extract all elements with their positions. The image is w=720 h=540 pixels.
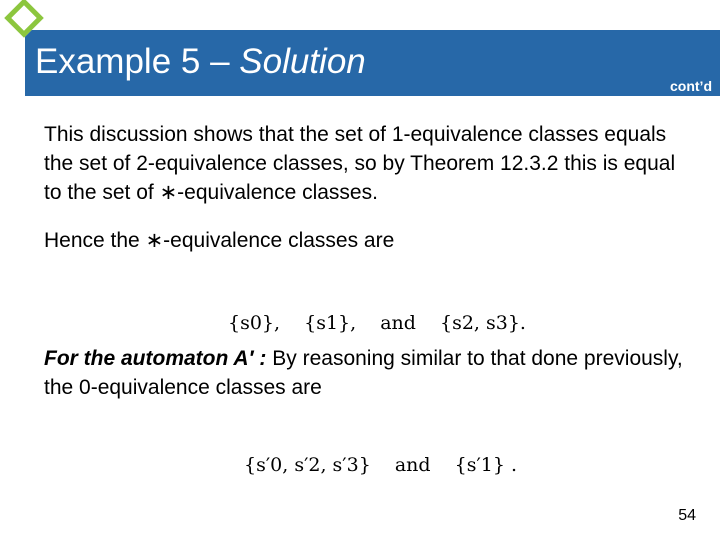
math2-set-1: {s′0, s′2, s′3} [244, 454, 371, 476]
math1-and: and [380, 312, 416, 334]
math1-set-3: {s2, s3}. [440, 312, 526, 334]
page-number: 54 [678, 507, 696, 524]
paragraph-3-rest: By reasoning similar to that done previously, the 0-equivalence classes are [44, 347, 683, 399]
paragraph-3-lead: For the automaton A′ : [44, 347, 267, 370]
math2-and: and [394, 454, 431, 476]
title-main: Example 5 – [35, 42, 240, 81]
slide-title [35, 42, 366, 82]
title-italic: Solution [239, 42, 366, 81]
paragraph-3 [44, 344, 694, 402]
math1-set-2: {s1}, [304, 312, 357, 334]
math1-set-1: {s0}, [228, 312, 281, 334]
zero-equivalence-classes-math [244, 454, 517, 476]
continued-label: cont’d [670, 78, 712, 94]
paragraph-1: This discussion shows that the set of 1-equivalence classes equals the set of 2-equivalence classes, so by Theorem 12.3.2 this is equal to the set of ∗-equivalence classes. [44, 123, 676, 204]
paragraph-2: Hence the ∗-equivalence classes are [44, 229, 395, 252]
equivalence-classes-math [228, 312, 544, 334]
math2-set-2: {s′1} . [454, 454, 518, 476]
